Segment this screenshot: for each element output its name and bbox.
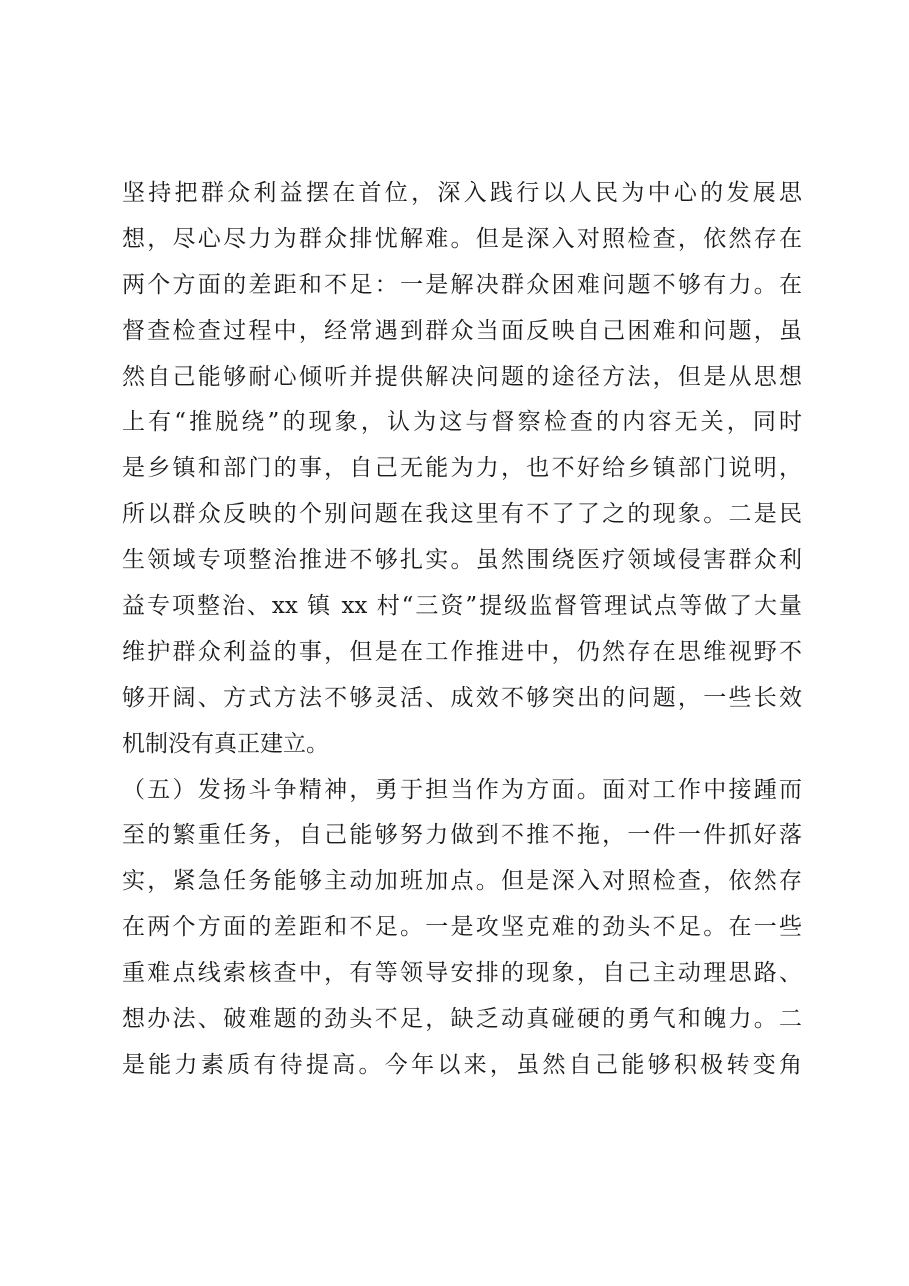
text-line: 坚持把群众利益摆在首位，深入践行以人民为中心的发展思 xyxy=(122,180,802,206)
text-line: 够开阔、方式方法不够灵活、成效不够突出的问题，一些长效 xyxy=(122,684,802,711)
text-line: 两个方面的差距和不足：一是解决群众困难问题不够有力。在 xyxy=(122,271,802,298)
text-line: 是乡镇和部门的事，自己无能为力，也不好给乡镇部门说明， xyxy=(122,455,802,482)
text-line-paragraph-end: 机制没有真正建立。 xyxy=(122,730,329,757)
text-line: 重难点线索核查中，有等领导安排的现象，自己主动理思路、 xyxy=(122,960,802,987)
text-line: 想办法、破难题的劲头不足，缺乏动真碰硬的勇气和魄力。二 xyxy=(122,1006,802,1033)
text-line: 然自己能够耐心倾听并提供解决问题的途径方法，但是从思想 xyxy=(122,363,802,390)
text-line: 是能力素质有待提高。今年以来，虽然自己能够积极转变角 xyxy=(122,1051,802,1078)
text-line: 维护群众利益的事，但是在工作推进中，仍然存在思维视野不 xyxy=(122,638,802,665)
text-line: 想，尽心尽力为群众排忧解难。但是深入对照检查，依然存在 xyxy=(122,225,802,252)
document-body xyxy=(122,171,802,1089)
text-line: 至的繁重任务，自己能够努力做到不推不拖，一件一件抓好落 xyxy=(122,822,802,849)
text-line: 实，紧急任务能够主动加班加点。但是深入对照检查，依然存 xyxy=(122,868,802,895)
text-line: 益专项整治、xx 镇 xx 村“三资”提级监督管理试点等做了大量 xyxy=(122,593,802,620)
text-line: 上有“推脱绕”的现象，认为这与督察检查的内容无关，同时 xyxy=(122,409,802,436)
text-line: 在两个方面的差距和不足。一是攻坚克难的劲头不足。在一些 xyxy=(122,914,802,941)
text-line: 所以群众反映的个别问题在我这里有不了了之的现象。二是民 xyxy=(122,501,802,528)
text-line: 督查检查过程中，经常遇到群众当面反映自己困难和问题，虽 xyxy=(122,317,802,344)
text-line: 生领域专项整治推进不够扎实。虽然围绕医疗领域侵害群众利 xyxy=(122,547,802,574)
section-heading-line: （五）发扬斗争精神，勇于担当作为方面。面对工作中接踵而 xyxy=(122,776,802,803)
